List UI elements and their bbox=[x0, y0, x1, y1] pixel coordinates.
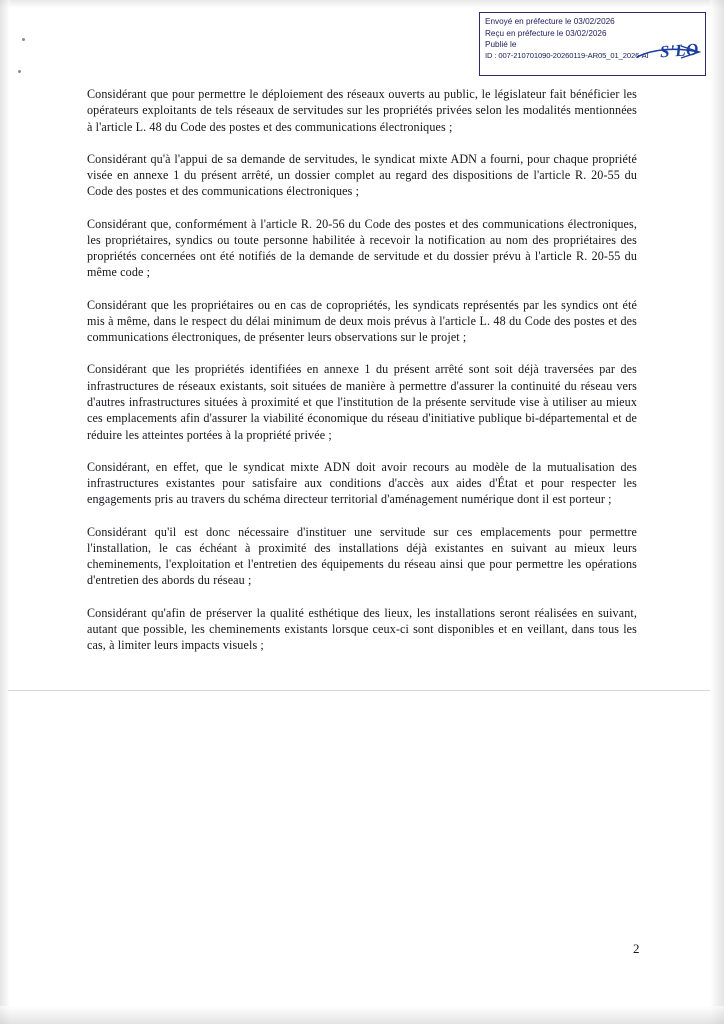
paragraph: Considérant, en effet, que le syndicat mixte ADN doit avoir recours au modèle de la mutualisation des infrastructures existantes pour satisfaire aux conditions d'accès aux aides d'État et pour respecter les engagements pris au travers du schéma directeur territorial d'aménagement numérique dont il est porteur ; bbox=[87, 459, 637, 507]
stamp-line-id: ID : 007-210701090-20260119-AR05_01_2026-AI bbox=[485, 50, 649, 60]
paragraph: Considérant qu'à l'appui de sa demande de servitudes, le syndicat mixte ADN a fourni, pour chaque propriété visée en annexe 1 du présent arrêté, un dossier complet au regard des dispositions de l'article R. 20-55 du Code des postes et des communications électroniques ; bbox=[87, 151, 637, 199]
scan-fold-line bbox=[8, 690, 710, 691]
paragraph: Considérant que les propriétaires ou en cas de copropriétés, les syndicats représentés par les syndics ont été mis à même, dans le respect du délai minimum de deux mois prévus à l'article L. 48 du Code des postes et des communications électroniques, de présenter leurs observations sur le projet ; bbox=[87, 297, 637, 345]
scan-edge-top bbox=[0, 0, 724, 8]
paragraph: Considérant qu'afin de préserver la qualité esthétique des lieux, les installations seront réalisées en suivant, autant que possible, les cheminements existants lorsque ceux-ci sont disponibles et en veillant, dans tous les cas, à limiter leurs impacts visuels ; bbox=[87, 605, 637, 653]
document-body bbox=[87, 86, 637, 653]
scan-edge-right bbox=[710, 0, 724, 1024]
stamp-line-received: Reçu en préfecture le 03/02/2026 bbox=[485, 28, 607, 38]
paragraph: Considérant que les propriétés identifiées en annexe 1 du présent arrêté sont soit déjà traversées par des infrastructures de réseaux existants, soit situées de manière à permettre d'assurer la continuité du réseau vers d'autres infrastructures situées à proximité et que l'institution de la présente servitude vise à utiliser au mieux ces emplacements afin d'assurer la viabilité économique du réseau d'initiative publique bi-départemental et de réduire les atteintes portées à la propriété privée ; bbox=[87, 362, 637, 442]
stamp-line-sent: Envoyé en préfecture le 03/02/2026 bbox=[485, 17, 615, 26]
paragraph: Considérant que, conformément à l'article R. 20-56 du Code des postes et des communications électroniques, les propriétaires, syndics ou toute personne habilitée à recevoir la notification au nom des propriétaires des propriétés concernées ont été notifiés de la demande de servitude et du dossier prévu à l'article R. 20-55 du même code ; bbox=[87, 216, 637, 280]
page-number: 2 bbox=[633, 941, 640, 956]
scan-edge-bottom bbox=[0, 1006, 724, 1024]
scan-edge-left bbox=[0, 0, 10, 1024]
scan-speck bbox=[18, 70, 21, 73]
paragraph: Considérant qu'il est donc nécessaire d'instituer une servitude sur ces emplacements pour permettre l'installation, le cas échéant à proximité des installations déjà existantes en suivant au mieux leurs cheminements, l'exploitation et l'entretien des équipements du réseau ainsi que pour permettre les opérations d'entretien des abords du réseau ; bbox=[87, 524, 637, 588]
stamp-line-published: Publié le bbox=[485, 40, 517, 50]
prefecture-stamp bbox=[479, 12, 706, 76]
paragraph: Considérant que pour permettre le déploiement des réseaux ouverts au public, le législateur fait bénéficier les opérateurs exploitants de tels réseaux de servitudes sur les propriétés privées selon les modalités mentionnées à l'article L. 48 du Code des postes et des communications électroniques ; bbox=[87, 87, 637, 134]
stamp-signature: S'LO bbox=[659, 39, 700, 62]
scan-speck bbox=[22, 38, 25, 41]
